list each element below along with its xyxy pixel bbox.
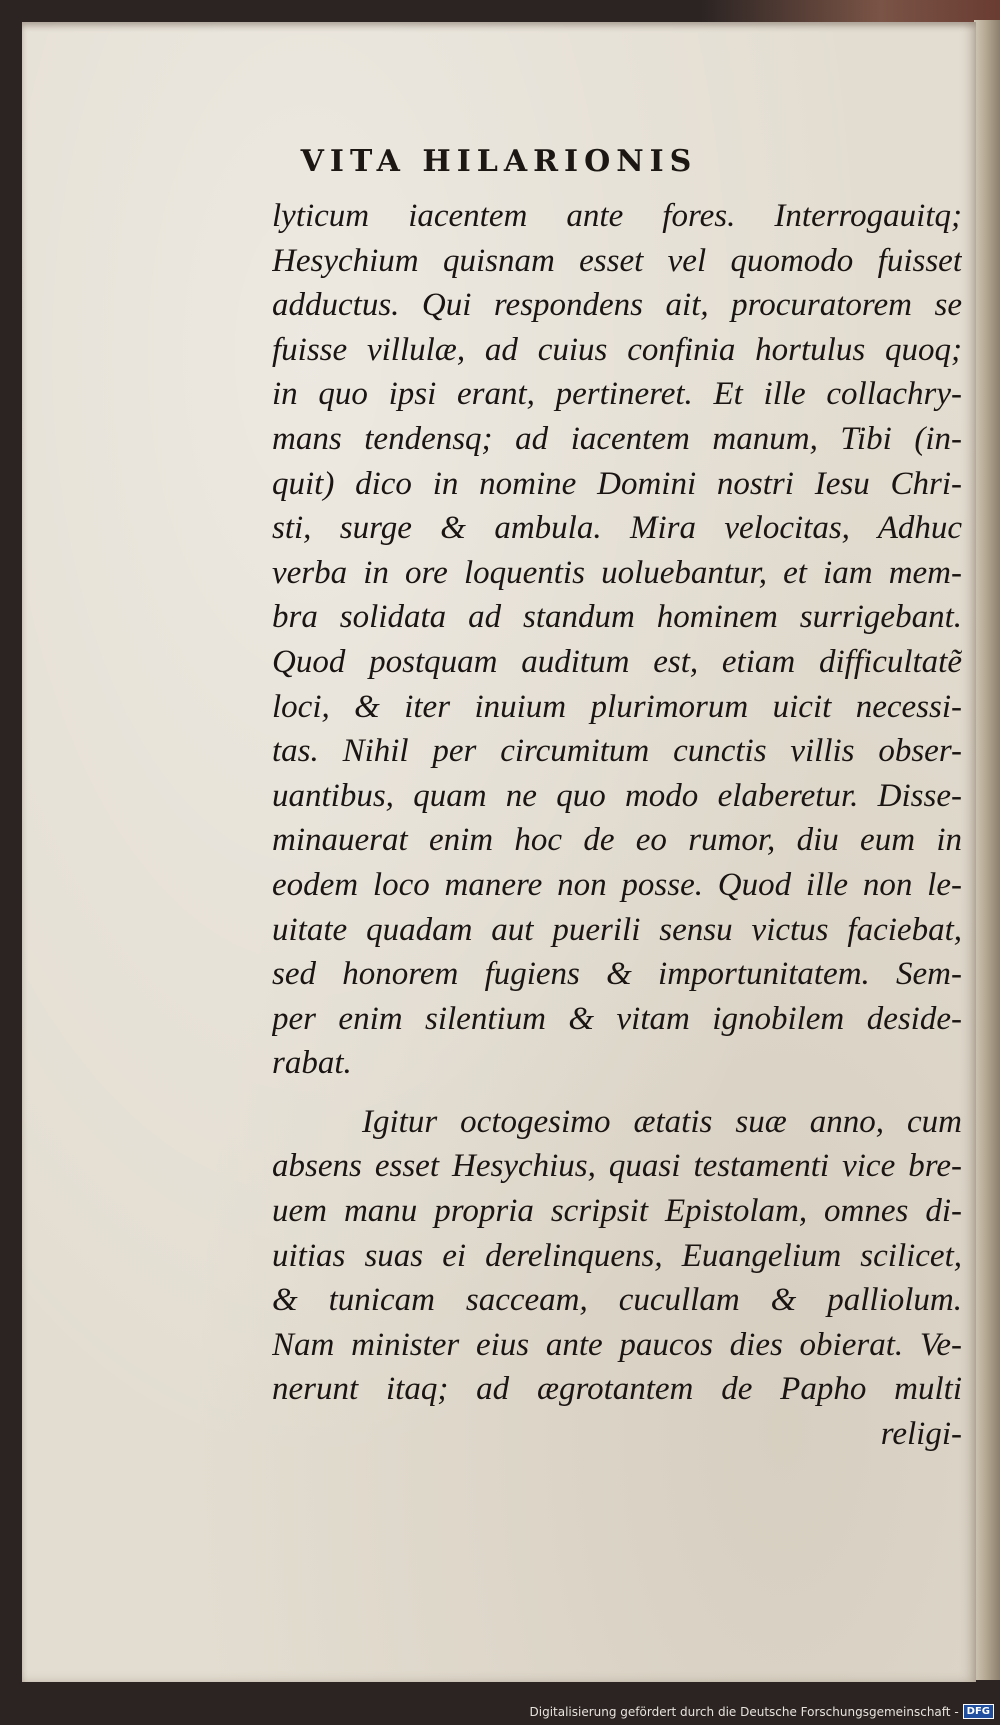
text-line: verba in ore loquentis uoluebantur, et iam mem- [272, 554, 962, 591]
credit-text: Digitalisierung gefördert durch die Deutsche Forschungsgemeinschaft - [529, 1704, 959, 1719]
text-line: uitate quadam aut puerili sensu victus faciebat, [272, 911, 962, 948]
text-line: loci, & iter inuium plurimorum uicit necessi- [272, 688, 962, 725]
text-line: sti, surge & ambula. Mira velocitas, Adhuc [272, 510, 962, 547]
digitization-credit [530, 1704, 995, 1719]
text-line: & tunicam sacceam, cucullam & palliolum. [272, 1282, 962, 1319]
dfg-logo: DFG [963, 1704, 994, 1719]
text-line: adductus. Qui respondens ait, procuratorem se [272, 287, 962, 324]
text-line: minauerat enim hoc de eo rumor, diu eum in [272, 822, 962, 859]
text-line: absens esset Hesychius, quasi testamenti vice bre- [272, 1148, 962, 1185]
text-line: lyticum iacentem ante fores. Interrogauitq; [272, 198, 962, 234]
book-page [22, 22, 976, 1682]
text-line: uem manu propria scripsit Epistolam, omnes di- [272, 1193, 962, 1230]
text-line: Hesychium quisnam esset vel quomodo fuisset [272, 242, 962, 279]
page-fore-edge [974, 20, 1000, 1680]
catchword: religi- [880, 1416, 962, 1453]
text-line: tas. Nihil per circumitum cunctis villis obser- [272, 733, 962, 770]
text-line: eodem loco manere non posse. Quod ille non le- [272, 866, 962, 903]
text-line: rabat. [272, 1045, 352, 1082]
text-line: nerunt itaq; ad ægrotantem de Papho multi [272, 1371, 962, 1408]
text-line: in quo ipsi erant, pertineret. Et ille collachry- [272, 376, 962, 413]
text-line: sed honorem fugiens & importunitatem. Sem- [272, 956, 962, 993]
body-text [272, 194, 962, 1457]
paragraph-first-line: Igitur octogesimo ætatis suæ anno, cum [362, 1103, 962, 1140]
text-line: uitias suas ei derelinquens, Euangelium scilicet, [272, 1237, 962, 1274]
text-line: quit) dico in nomine Domini nostri Iesu Chri- [272, 465, 962, 502]
text-line: per enim silentium & vitam ignobilem deside- [272, 1000, 962, 1037]
text-line: Quod postquam auditum est, etiam difficultatẽ [272, 643, 962, 680]
scan-top-edge [700, 0, 1000, 24]
text-line: Nam minister eius ante paucos dies obierat. Ve- [272, 1326, 962, 1363]
text-line: mans tendensq; ad iacentem manum, Tibi (in- [272, 420, 962, 457]
text-line: uantibus, quam ne quo modo elaberetur. Disse- [272, 777, 962, 814]
text-line: bra solidata ad standum hominem surrigebant. [272, 599, 962, 636]
text-line: fuisse villulæ, ad cuius confinia hortulus quoq; [272, 331, 962, 368]
running-head: VITA HILARIONIS [300, 144, 698, 179]
